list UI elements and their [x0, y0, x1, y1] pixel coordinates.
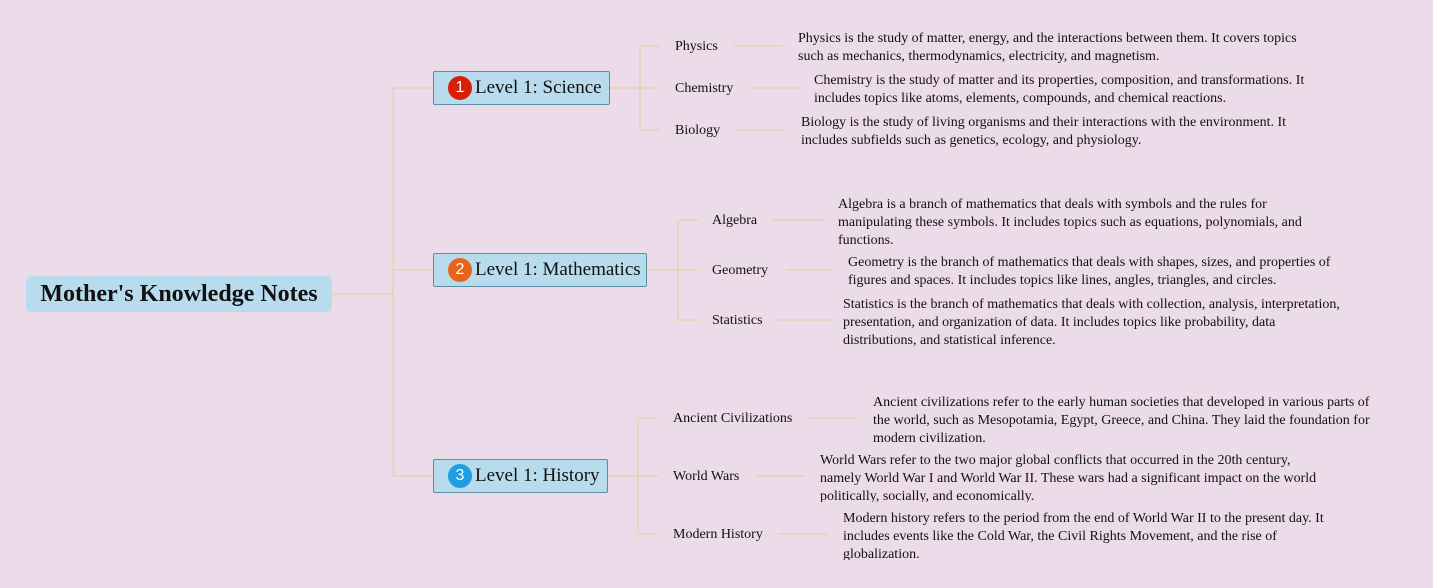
node-statistics[interactable]: Statistics: [712, 313, 763, 328]
node-history[interactable]: [433, 459, 608, 493]
desc-algebra: Algebra is a branch of mathematics that deals with symbols and the rules for manipulating these symbols. It includes topics such as equations, polynomials, and functions.: [838, 197, 1302, 246]
desc-chemistry: Chemistry is the study of matter and its properties, composition, and transformations. It includes topics like atoms, elements, compounds, and chemical reactions.: [814, 73, 1305, 106]
node-science[interactable]: [433, 71, 610, 105]
node-mathematics[interactable]: [433, 253, 647, 287]
desc-ancient-civilizations: Ancient civilizations refer to the early human societies that developed in various parts of the world, such as Mesopotamia, Egypt, Greece, and China. They laid the foundation for modern civilization.: [873, 395, 1370, 444]
node-geometry[interactable]: Geometry: [712, 263, 768, 278]
priority-1-icon: 1: [448, 76, 472, 100]
node-science-label: Level 1: Science: [475, 77, 602, 98]
node-physics[interactable]: Physics: [675, 39, 718, 54]
priority-3-icon: 3: [448, 464, 472, 488]
node-biology[interactable]: Biology: [675, 123, 721, 138]
desc-statistics: Statistics is the branch of mathematics that deals with collection, analysis, interpretation, presentation, and organization of data. It includes topics like probability, data distributions, and statistical inference.: [843, 297, 1340, 346]
node-history-label: Level 1: History: [475, 465, 600, 486]
desc-biology: Biology is the study of living organisms and their interactions with the environment. It includes subfields such as genetics, ecology, and physiology.: [801, 115, 1287, 148]
node-algebra[interactable]: Algebra: [712, 213, 758, 228]
desc-world-wars: World Wars refer to the two major global conflicts that occurred in the 20th century, namely World War I and World War II. These wars had a significant impact on the world politically, socially, and economically.: [820, 453, 1317, 502]
desc-physics: Physics is the study of matter, energy, and the interactions between them. It covers topics such as mechanics, thermodynamics, electricity, and magnetism.: [798, 31, 1297, 64]
root-node[interactable]: [26, 276, 332, 312]
root-title: Mother's Knowledge Notes: [40, 280, 318, 307]
node-ancient-civilizations[interactable]: Ancient Civilizations: [673, 411, 793, 426]
desc-modern-history: Modern history refers to the period from the end of World War II to the present day. It includes events like the Cold War, the Civil Rights Movement, and the rise of globalization.: [843, 511, 1324, 560]
priority-2-icon: 2: [448, 258, 472, 282]
node-mathematics-label: Level 1: Mathematics: [475, 259, 641, 280]
node-world-wars[interactable]: World Wars: [673, 469, 740, 484]
desc-geometry: Geometry is the branch of mathematics that deals with shapes, sizes, and properties of figures and spaces. It includes topics like lines, angles, triangles, and circles.: [848, 255, 1331, 288]
node-modern-history[interactable]: Modern History: [673, 527, 763, 542]
node-chemistry[interactable]: Chemistry: [675, 81, 734, 96]
